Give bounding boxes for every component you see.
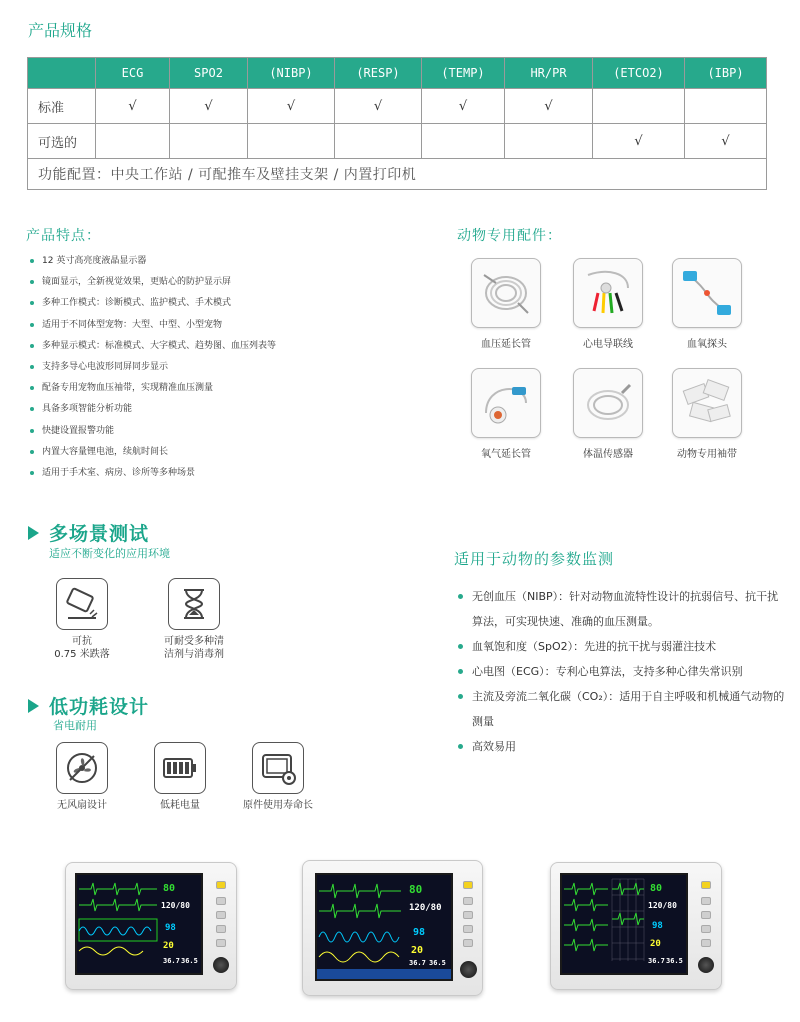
temp-value: 36.7 [409,959,426,967]
spec-header-cell: HR/PR [505,58,593,89]
list-item [30,275,430,296]
low-power-item [230,742,326,812]
resp-value: 20 [650,939,661,949]
spec-row-optional [28,124,767,159]
oxygen-tube-icon [471,368,541,438]
spec-row-standard [28,89,767,124]
triangle-icon [28,526,39,540]
feature-text: 多种工作模式：诊断模式、监护模式、手术模式 [42,298,232,309]
param-text: 血氧饱和度（SpO2）：先进的抗干扰与弱灌注技术 [472,640,717,653]
feature-text: 内置大容量锂电池，续航时间长 [42,446,169,457]
list-item [30,466,430,487]
spec-cell: √ [593,124,685,159]
rotary-knob[interactable] [460,961,477,978]
multi-scene-header [28,519,149,546]
spec-cell [593,89,685,124]
bullet-icon [30,429,34,433]
list-item [458,634,788,659]
low-power-subtitle: 省电耐用 [53,719,97,732]
alarm-indicator [463,881,473,889]
list-item [30,360,430,381]
rotary-knob[interactable] [213,957,229,973]
multi-scene-subtitle: 适应不断变化的应用环境 [49,547,170,560]
monitor-image [65,862,237,990]
list-item [30,318,430,339]
low-power-label: 原件使用寿命长 [243,800,313,811]
bullet-icon [458,644,463,649]
ecg-lead-icon [573,258,643,328]
low-power-header [28,692,149,719]
feature-text: 快捷设置报警功能 [42,425,115,436]
bullet-icon [458,694,463,699]
side-button[interactable] [216,939,226,947]
feature-text: 多种显示模式：标准模式、大字模式、趋势图、血压列表等 [42,340,277,351]
coiled-tube-icon [471,258,541,328]
bullet-icon [30,386,34,390]
low-power-title: 低功耗设计 [49,696,150,718]
spec-header-cell: (NIBP) [248,58,335,89]
function-config-text: 功能配置：中央工作站 / 可配推车及壁挂支架 / 内置打印机 [28,159,767,190]
spec-function-row [28,159,767,190]
list-item [458,734,788,759]
feature-text: 适用于手术室、病房、诊所等多种场景 [42,467,196,478]
no-fan-icon [56,742,108,794]
bullet-icon [458,594,463,599]
accessory-label: 血氧探头 [687,339,727,350]
monitor-image [302,860,483,996]
monitor-screen [315,873,453,981]
accessory-item [469,368,543,460]
scene-label-line1: 可耐受多种清 [164,636,224,647]
temp-value: 36.7 [648,957,665,965]
spec-cell: √ [685,124,767,159]
bullet-icon [458,669,463,674]
accessory-label: 体温传感器 [583,449,633,460]
spec-cell: √ [335,89,422,124]
list-item [458,684,788,734]
features-title: 产品特点： [26,228,101,244]
bullet-icon [30,323,34,327]
side-button[interactable] [463,911,473,919]
scene-label-line2: 洁剂与消毒剂 [164,649,224,660]
monitor-screen [560,873,688,975]
spec-header-cell: ECG [96,58,170,89]
spo2-value: 98 [652,921,663,931]
hr-value: 80 [650,883,663,894]
feature-text: 12 英寸高亮度液晶显示器 [42,256,147,266]
spec-row-label: 可选的 [28,124,96,159]
accessory-item [469,258,543,350]
hourglass-icon [168,578,220,630]
temp-value: 36.5 [181,957,198,965]
bullet-icon [458,744,463,749]
list-item [30,424,430,445]
feature-text: 镜面显示，全新视觉效果，更贴心的防护显示屏 [42,277,232,288]
param-text: 高效易用 [472,740,516,753]
temp-value: 36.7 [163,957,180,965]
spo2-probe-icon [672,258,742,328]
list-item [30,339,430,360]
temp-value: 36.5 [429,959,446,967]
side-button[interactable] [216,925,226,933]
monitor-image [550,862,722,990]
spec-cell [335,124,422,159]
accessory-label: 氧气延长管 [481,449,531,460]
accessory-item [670,368,744,460]
spec-header-cell: (RESP) [335,58,422,89]
low-power-item [34,742,130,812]
accessories-title: 动物专用配件： [457,228,562,244]
spec-cell [170,124,248,159]
spec-cell: √ [96,89,170,124]
side-button[interactable] [463,939,473,947]
long-life-icon [252,742,304,794]
spec-cell [422,124,505,159]
spec-header-cell: SPO2 [170,58,248,89]
triangle-icon [28,699,39,713]
bullet-icon [30,344,34,348]
list-item [30,296,430,317]
resp-value: 20 [163,941,174,951]
accessory-label: 血压延长管 [481,339,531,350]
features-list [30,254,430,487]
accessory-label: 心电导联线 [583,339,633,350]
scene-label-line1: 可抗 [72,636,92,647]
side-button[interactable] [701,939,711,947]
battery-icon [154,742,206,794]
side-button[interactable] [463,925,473,933]
side-button[interactable] [216,911,226,919]
param-text: 主流及旁流二氧化碳（CO₂）：适用于自主呼吸和机械通气动物的测量 [472,690,785,728]
feature-text: 具备多项智能分析功能 [42,404,133,415]
resp-value: 20 [411,945,424,956]
low-power-item [132,742,228,812]
param-text: 心电图（ECG）：专利心电算法，支持多种心律失常识别 [472,665,743,678]
accessory-item [670,258,744,350]
param-text: 无创血压（NIBP）：针对动物血流特性设计的抗弱信号、抗干扰算法，可实现快速、准确的血压测量。 [472,590,779,628]
spec-title: 产品规格 [28,21,93,40]
feature-text: 支持多导心电波形同屏同步显示 [42,361,169,372]
multi-scene-item [146,578,242,661]
temp-sensor-icon [573,368,643,438]
spec-cell: √ [170,89,248,124]
nibp-value: 120/80 [648,901,677,910]
accessory-item [571,368,645,460]
spec-cell [248,124,335,159]
spec-cell [96,124,170,159]
spec-header-cell [28,58,96,89]
list-item [458,659,788,684]
bullet-icon [30,471,34,475]
scene-label-line2: 0.75 米跌落 [54,649,110,660]
spec-header-cell: (IBP) [685,58,767,89]
list-item [458,584,788,634]
side-button[interactable] [701,911,711,919]
spo2-value: 98 [165,923,176,933]
spec-cell [685,89,767,124]
nibp-value: 120/80 [161,901,190,910]
hr-value: 80 [409,883,423,896]
spec-row-label: 标准 [28,89,96,124]
cuff-icon [672,368,742,438]
monitor-screen [75,873,203,975]
bullet-icon [30,280,34,284]
spec-cell: √ [505,89,593,124]
bullet-icon [30,301,34,305]
alarm-indicator [216,881,226,889]
spec-cell: √ [248,89,335,124]
spec-cell [505,124,593,159]
nibp-value: 120/80 [409,903,442,913]
side-button[interactable] [701,897,711,905]
bullet-icon [30,259,34,263]
spec-header-cell: (TEMP) [422,58,505,89]
spec-cell: √ [422,89,505,124]
spo2-value: 98 [413,927,426,938]
side-button[interactable] [216,897,226,905]
hr-value: 80 [163,883,176,894]
accessory-label: 动物专用袖带 [677,449,737,460]
side-button[interactable] [463,897,473,905]
list-item [30,445,430,466]
accessory-item [571,258,645,350]
bullet-icon [30,365,34,369]
bullet-icon [30,450,34,454]
side-button[interactable] [701,925,711,933]
bullet-icon [30,407,34,411]
spec-table [27,57,767,190]
spec-header-cell: (ETCO2) [593,58,685,89]
params-title: 适用于动物的参数监测 [454,550,615,568]
spec-header-row [28,58,767,89]
drop-proof-icon [56,578,108,630]
feature-text: 适用于不同体型宠物：大型、中型、小型宠物 [42,319,223,330]
low-power-label: 低耗电量 [160,800,200,811]
alarm-indicator [701,881,711,889]
rotary-knob[interactable] [698,957,714,973]
low-power-label: 无风扇设计 [57,800,107,811]
params-list [458,584,788,759]
temp-value: 36.5 [666,957,683,965]
feature-text: 配备专用宠物血压袖带，实现精准血压测量 [42,383,214,394]
multi-scene-item [34,578,130,661]
list-item [30,254,430,275]
multi-scene-title: 多场景测试 [49,523,150,545]
list-item [30,381,430,402]
list-item [30,402,430,423]
